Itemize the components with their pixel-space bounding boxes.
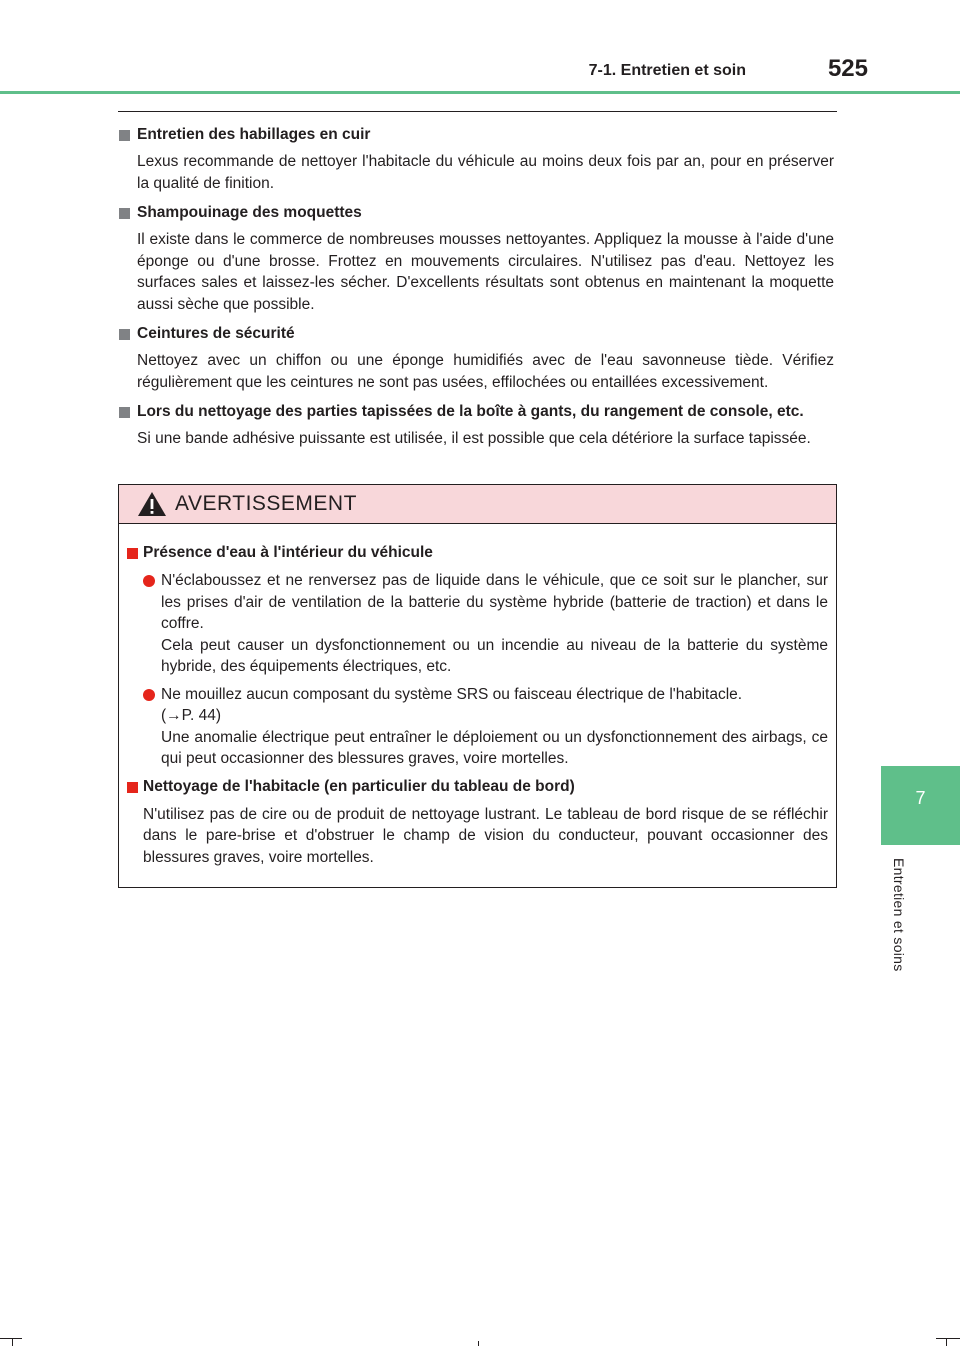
warning-body — [119, 524, 836, 868]
chapter-number: 7 — [915, 788, 926, 808]
page-number: 525 — [827, 55, 868, 82]
warning-bullet — [127, 570, 828, 678]
crop-mark — [0, 1338, 22, 1339]
item-title: Entretien des habillages en cuir — [118, 124, 834, 146]
item-title: Lors du nettoyage des parties tapissées de la boîte à gants, du rangement de console, etc. — [118, 401, 834, 423]
warning-bullet — [127, 684, 828, 770]
item-text: Lexus recommande de nettoyer l'habitacle du véhicule au moins deux fois par an, pour en préserver la qualité de finition. — [137, 153, 834, 192]
bullet-line: N'éclaboussez et ne renversez pas de liquide dans le véhicule, que ce soit sur le plancher, sur les prises d'air de ventilation de la batterie du système hybride (batterie de traction) et dans le coffre. — [161, 572, 828, 632]
warning-section-title: Nettoyage de l'habitacle (en particulier du tableau de bord) — [127, 776, 828, 798]
header-rule — [0, 91, 960, 94]
item-leather — [118, 124, 834, 194]
content-divider — [118, 111, 837, 112]
page-reference-link[interactable]: (→P. 44) — [161, 707, 222, 724]
warning-triangle-icon — [137, 491, 167, 517]
bullet-line: Cela peut causer un dysfonctionnement ou un incendie au niveau de la batterie du système hybride, des équipements électriques, etc. — [161, 636, 828, 675]
item-title: Shampouinage des moquettes — [118, 202, 834, 224]
item-text: Si une bande adhésive puissante est utilisée, il est possible que cela détériore la surface tapissée. — [137, 430, 811, 447]
item-carpet — [118, 202, 834, 315]
section-title: 7-1. Entretien et soin — [588, 62, 746, 79]
warning-title: AVERTISSEMENT — [175, 492, 357, 515]
item-text: Nettoyez avec un chiffon ou une éponge humidifiés avec de l'eau savonneuse tiède. Vérifiez régulièrement que les ceintures ne sont pas usées, effilochées ou entaillées excessivement. — [137, 352, 834, 391]
crop-mark — [946, 1339, 947, 1346]
item-title: Ceintures de sécurité — [118, 323, 834, 345]
item-upholstered — [118, 401, 834, 450]
bullet-dot-icon — [143, 575, 155, 587]
crop-mark — [478, 1341, 479, 1346]
warning-header — [119, 485, 836, 524]
warning-section-title: Présence d'eau à l'intérieur du véhicule — [127, 542, 828, 564]
warning-section-dashboard — [127, 776, 828, 869]
bullet-dot-icon — [143, 689, 155, 701]
crop-mark — [936, 1338, 960, 1339]
warning-box — [118, 484, 837, 888]
item-text: Il existe dans le commerce de nombreuses mousses nettoyantes. Appliquez la mousse à l'aide d'une éponge ou d'une brosse. Frottez en mouvements circulaires. N'utilisez pas d'eau. Nettoyez les surfaces sales et laissez-les sécher. D'excellents résultats sont obtenus en maintenant la moquette aussi sèche que possible. — [137, 231, 834, 313]
crop-mark — [12, 1339, 13, 1346]
bullet-line: Une anomalie électrique peut entraîner le déploiement ou un dysfonctionnement des airbags, ce qui peut occasionner des blessures graves, voire mortelles. — [161, 728, 828, 767]
bullet-line: Ne mouillez aucun composant du système SRS ou faisceau électrique de l'habitacle. — [161, 685, 743, 703]
item-seatbelts — [118, 323, 834, 393]
chapter-label: Entretien et soins — [891, 858, 907, 972]
warning-section-text: N'utilisez pas de cire ou de produit de nettoyage lustrant. Le tableau de bord risque de se réfléchir dans le pare-brise et d'obstruer le champ de vision du conducteur, pouvant occasionner des blessures graves, voire mortelles. — [143, 805, 828, 866]
chapter-tab — [881, 766, 960, 845]
main-content — [118, 124, 834, 458]
warning-section-water — [127, 542, 828, 770]
